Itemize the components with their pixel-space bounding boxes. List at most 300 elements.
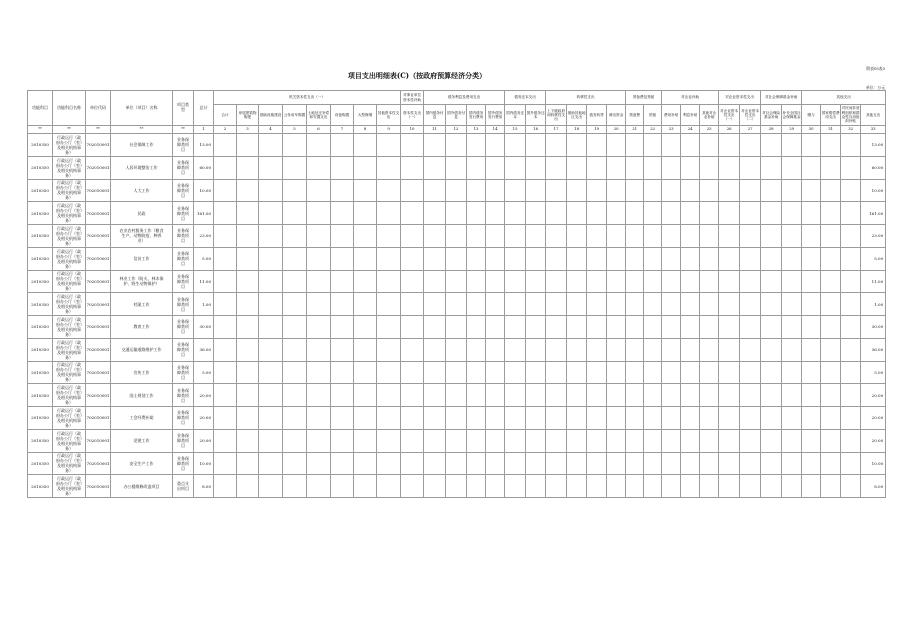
cell-amount [331, 452, 354, 475]
cell-amount [802, 361, 821, 384]
cell-total: 11.00 [194, 270, 214, 293]
cell-amount [802, 225, 821, 248]
cell-total: 5.00 [194, 247, 214, 270]
cell-unit-code: 702010001 [86, 202, 111, 225]
cell-amount [467, 429, 486, 452]
cell-amount [719, 156, 740, 179]
cell-func-code: 2010350 [28, 338, 53, 361]
cell-func-name: 行政运行（政府办公厅（室）及相关机构事务） [53, 293, 86, 316]
cell-amount [377, 270, 401, 293]
cell-amount [486, 407, 505, 430]
cell-amount [486, 452, 505, 475]
cell-func-code: 2010350 [28, 134, 53, 157]
cell-amount [467, 293, 486, 316]
cell-amount [526, 202, 546, 225]
table-row [28, 270, 886, 293]
cell-amount [377, 361, 401, 384]
cell-amount [567, 384, 587, 407]
cell-amount [526, 429, 546, 452]
cell-amount [546, 407, 567, 430]
cell-amount [782, 202, 802, 225]
cell-amount [761, 293, 782, 316]
cell-amount [681, 179, 700, 202]
cell-func-code: 2010350 [28, 384, 53, 407]
cell-amount [644, 361, 662, 384]
cell-amount [681, 316, 700, 339]
cell-amount [214, 202, 237, 225]
cell-amount [719, 247, 740, 270]
cell-amount [719, 270, 740, 293]
cell-amount [607, 179, 626, 202]
cell-project-name: 党建工作 [111, 429, 173, 452]
cell-amount [331, 338, 354, 361]
cell-amount [401, 247, 424, 270]
cell-amount [214, 407, 237, 430]
cell-amount [467, 179, 486, 202]
cell-other-expense: 11.00 [861, 270, 886, 293]
cell-amount [740, 338, 761, 361]
cell-amount [467, 338, 486, 361]
cell-amount [607, 202, 626, 225]
cell-amount [761, 338, 782, 361]
cell-amount [377, 247, 401, 270]
cell-project-name: 国土规划工作 [111, 384, 173, 407]
cell-amount [526, 407, 546, 430]
cell-amount [802, 316, 821, 339]
col-group-header: 机关资本性支出（一） [214, 91, 401, 105]
cell-total: 20.00 [194, 407, 214, 430]
cell-amount [307, 225, 331, 248]
cell-amount [700, 247, 719, 270]
cell-amount [644, 225, 662, 248]
cell-amount [740, 384, 761, 407]
cell-amount [467, 156, 486, 179]
cell-amount [740, 475, 761, 498]
cell-other-expense: 20.00 [861, 407, 886, 430]
cell-total: 30.00 [194, 316, 214, 339]
cell-amount [505, 384, 526, 407]
cell-amount [782, 134, 802, 157]
cell-project-name: 人居环境整治工作 [111, 156, 173, 179]
cell-amount [626, 179, 644, 202]
cell-amount [467, 452, 486, 475]
cell-amount [740, 361, 761, 384]
cell-amount [214, 475, 237, 498]
cell-amount [681, 407, 700, 430]
cell-amount [662, 316, 681, 339]
cell-amount [505, 407, 526, 430]
cell-func-code: 2010350 [28, 156, 53, 179]
cell-amount [486, 429, 505, 452]
cell-project-name: 宣传工作 [111, 361, 173, 384]
cell-amount [821, 475, 841, 498]
cell-func-code: 2010350 [28, 270, 53, 293]
cell-amount [740, 179, 761, 202]
cell-amount [802, 384, 821, 407]
cell-amount [761, 270, 782, 293]
column-number: 32 [841, 126, 861, 134]
cell-amount [681, 475, 700, 498]
cell-project-type: 重点支出项目 [173, 475, 194, 498]
cell-amount [681, 384, 700, 407]
cell-amount [331, 361, 354, 384]
cell-total: 20.00 [194, 384, 214, 407]
cell-amount [446, 225, 467, 248]
cell-amount [354, 407, 377, 430]
column-number: 5 [283, 126, 307, 134]
cell-func-code: 2010350 [28, 452, 53, 475]
cell-amount [283, 270, 307, 293]
cell-amount [486, 202, 505, 225]
cell-amount [283, 247, 307, 270]
column-number: 25 [700, 126, 719, 134]
cell-amount [467, 134, 486, 157]
col-header-total: 总计 [194, 91, 214, 126]
col-header: 国外债务还本 [526, 105, 546, 126]
column-number: 33 [861, 126, 886, 134]
cell-amount [331, 202, 354, 225]
col-header-unit-code: 单位代码 [86, 91, 111, 126]
cell-unit-code: 702010001 [86, 247, 111, 270]
cell-amount [259, 316, 283, 339]
col-group-header: 预备费及预留 [626, 91, 662, 105]
cell-amount [505, 134, 526, 157]
cell-amount [700, 293, 719, 316]
cell-amount [486, 270, 505, 293]
cell-func-name: 行政运行（政府办公厅（室）及相关机构事务） [53, 134, 86, 157]
cell-amount [526, 452, 546, 475]
cell-func-code: 2010350 [28, 179, 53, 202]
cell-amount [719, 338, 740, 361]
cell-amount [505, 247, 526, 270]
cell-amount [467, 247, 486, 270]
cell-amount [644, 202, 662, 225]
cell-amount [740, 316, 761, 339]
cell-amount [821, 361, 841, 384]
cell-total: 20.00 [194, 429, 214, 452]
cell-project-name: 林业工作（防火、林木保护、野生动物保护） [111, 270, 173, 293]
cell-amount [841, 293, 861, 316]
cell-amount [782, 361, 802, 384]
cell-amount [546, 384, 567, 407]
col-header: 其他支出 [861, 105, 886, 126]
cell-amount [587, 270, 607, 293]
cell-amount [526, 134, 546, 157]
table-header [28, 91, 886, 134]
table-row [28, 225, 886, 248]
cell-amount [237, 247, 259, 270]
cell-amount [401, 179, 424, 202]
cell-amount [644, 429, 662, 452]
cell-amount [644, 407, 662, 430]
cell-project-type: 业务保障类项目 [173, 452, 194, 475]
cell-other-expense: 10.00 [861, 179, 886, 202]
cell-amount [259, 475, 283, 498]
cell-amount [354, 475, 377, 498]
cell-amount [587, 134, 607, 157]
cell-amount [567, 202, 587, 225]
cell-amount [331, 270, 354, 293]
cell-other-expense: 23.00 [861, 225, 886, 248]
cell-func-name: 行政运行（政府办公厅（室）及相关机构事务） [53, 202, 86, 225]
cell-amount [662, 452, 681, 475]
cell-amount [446, 156, 467, 179]
col-header-project-name: 单位（项目）名称 [111, 91, 173, 126]
cell-amount [446, 407, 467, 430]
col-header: 土地征迁补偿和安置支出 [307, 105, 331, 126]
cell-amount [546, 361, 567, 384]
col-group-header: 对社会保障基金补助 [761, 91, 802, 105]
cell-amount [446, 316, 467, 339]
table-row [28, 247, 886, 270]
cell-amount [377, 384, 401, 407]
cell-amount [644, 293, 662, 316]
cell-amount [446, 202, 467, 225]
cell-amount [259, 452, 283, 475]
cell-amount [377, 156, 401, 179]
cell-amount [377, 316, 401, 339]
cell-amount [237, 134, 259, 157]
cell-amount [505, 179, 526, 202]
cell-amount [782, 407, 802, 430]
cell-amount [486, 247, 505, 270]
cell-amount [626, 384, 644, 407]
cell-func-name: 行政运行（政府办公厅（室）及相关机构事务） [53, 338, 86, 361]
cell-func-name: 行政运行（政府办公厅（室）及相关机构事务） [53, 270, 86, 293]
cell-amount [446, 361, 467, 384]
column-number: 14 [486, 126, 505, 134]
cell-amount [354, 338, 377, 361]
cell-amount [821, 179, 841, 202]
cell-amount [626, 293, 644, 316]
cell-amount [214, 316, 237, 339]
cell-amount [700, 225, 719, 248]
cell-amount [214, 452, 237, 475]
cell-amount [237, 338, 259, 361]
cell-amount [567, 293, 587, 316]
col-header-func-code: 功能科目 [28, 91, 53, 126]
column-number: 13 [467, 126, 486, 134]
cell-amount [567, 407, 587, 430]
cell-other-expense: 13.00 [861, 134, 886, 157]
cell-amount [486, 225, 505, 248]
cell-func-code: 2010350 [28, 429, 53, 452]
cell-func-code: 2010350 [28, 407, 53, 430]
cell-amount [377, 225, 401, 248]
cell-total: 8.00 [194, 475, 214, 498]
cell-amount [761, 384, 782, 407]
cell-amount [331, 384, 354, 407]
cell-amount [214, 134, 237, 157]
cell-total: 161.00 [194, 202, 214, 225]
cell-func-name: 行政运行（政府办公厅（室）及相关机构事务） [53, 475, 86, 498]
cell-amount [283, 202, 307, 225]
table-row [28, 452, 886, 475]
cell-amount [214, 247, 237, 270]
cell-amount [700, 475, 719, 498]
cell-amount [841, 452, 861, 475]
cell-other-expense: 30.00 [861, 316, 886, 339]
cell-amount [546, 316, 567, 339]
cell-project-type: 业务保障类项目 [173, 134, 194, 157]
cell-amount [782, 452, 802, 475]
cell-amount [307, 202, 331, 225]
cell-project-type: 业务保障类项目 [173, 202, 194, 225]
cell-func-code: 2010350 [28, 293, 53, 316]
cell-amount [662, 429, 681, 452]
cell-amount [377, 202, 401, 225]
cell-amount [446, 134, 467, 157]
cell-amount [307, 293, 331, 316]
cell-amount [567, 247, 587, 270]
cell-amount [307, 475, 331, 498]
cell-amount [331, 407, 354, 430]
cell-func-name: 行政运行（政府办公厅（室）及相关机构事务） [53, 407, 86, 430]
col-header: 对企业资本性支出（二） [740, 105, 761, 126]
cell-amount [587, 407, 607, 430]
cell-amount [626, 247, 644, 270]
table-row [28, 316, 886, 339]
cell-amount [467, 202, 486, 225]
cell-func-name: 行政运行（政府办公厅（室）及相关机构事务） [53, 361, 86, 384]
cell-unit-code: 702010001 [86, 134, 111, 157]
cell-amount [626, 475, 644, 498]
cell-amount [307, 361, 331, 384]
cell-amount [307, 179, 331, 202]
cell-func-code: 2010350 [28, 475, 53, 498]
cell-amount [259, 156, 283, 179]
cell-amount [237, 316, 259, 339]
cell-amount [526, 270, 546, 293]
cell-total: 10.00 [194, 452, 214, 475]
cell-amount [782, 384, 802, 407]
cell-amount [607, 384, 626, 407]
cell-amount [237, 270, 259, 293]
col-header: 国外债务发行费用 [486, 105, 505, 126]
cell-amount [259, 338, 283, 361]
cell-amount [283, 361, 307, 384]
cell-amount [841, 134, 861, 157]
cell-unit-code: 702010001 [86, 225, 111, 248]
col-header: 国内债务付息 [424, 105, 446, 126]
cell-other-expense: 20.00 [861, 384, 886, 407]
col-header: 国内债务还本 [505, 105, 526, 126]
cell-amount [331, 179, 354, 202]
cell-amount [802, 429, 821, 452]
col-header: 对企业资本性支出（一） [719, 105, 740, 126]
column-number: 20 [607, 126, 626, 134]
cell-amount [587, 338, 607, 361]
cell-amount [486, 338, 505, 361]
cell-amount [681, 361, 700, 384]
cell-amount [307, 316, 331, 339]
cell-amount [424, 361, 446, 384]
cell-amount [354, 452, 377, 475]
cell-project-type: 业务保障类项目 [173, 407, 194, 430]
header-row-groups [28, 91, 886, 105]
cell-func-code: 2010350 [28, 316, 53, 339]
cell-amount [607, 270, 626, 293]
cell-amount [740, 452, 761, 475]
cell-amount [802, 179, 821, 202]
cell-amount [761, 134, 782, 157]
cell-amount [486, 475, 505, 498]
cell-amount [401, 270, 424, 293]
cell-amount [505, 429, 526, 452]
cell-amount [626, 316, 644, 339]
cell-amount [802, 270, 821, 293]
cell-amount [802, 156, 821, 179]
cell-amount [626, 270, 644, 293]
cell-unit-code: 702010001 [86, 452, 111, 475]
cell-amount [761, 179, 782, 202]
table-row [28, 384, 886, 407]
col-group-header: 转移性支出 [546, 91, 626, 105]
cell-amount [841, 316, 861, 339]
cell-other-expense: 10.00 [861, 452, 886, 475]
cell-amount [237, 475, 259, 498]
col-group-header: 债务利息及费用支出 [424, 91, 505, 105]
column-number: 24 [681, 126, 700, 134]
cell-amount [802, 134, 821, 157]
cell-amount [587, 361, 607, 384]
column-number: 19 [587, 126, 607, 134]
cell-func-code: 2010350 [28, 202, 53, 225]
cell-amount [283, 407, 307, 430]
cell-other-expense: 36.00 [861, 338, 886, 361]
cell-amount [802, 338, 821, 361]
column-number: 26 [719, 126, 740, 134]
cell-amount [719, 225, 740, 248]
cell-amount [401, 156, 424, 179]
cell-project-name: 教育工作 [111, 316, 173, 339]
cell-func-code: 2010350 [28, 225, 53, 248]
cell-amount [782, 293, 802, 316]
cell-amount [214, 179, 237, 202]
cell-amount [505, 338, 526, 361]
cell-amount [644, 134, 662, 157]
cell-amount [467, 475, 486, 498]
col-header-project-type: 项目类型 [173, 91, 194, 126]
cell-amount [259, 247, 283, 270]
cell-amount [526, 179, 546, 202]
column-number: 12 [446, 126, 467, 134]
cell-amount [782, 156, 802, 179]
cell-unit-code: 702010001 [86, 475, 111, 498]
cell-amount [626, 202, 644, 225]
cell-amount [237, 179, 259, 202]
cell-amount [446, 338, 467, 361]
cell-amount [782, 316, 802, 339]
table-row [28, 361, 886, 384]
cell-amount [821, 452, 841, 475]
cell-amount [700, 429, 719, 452]
cell-amount [700, 407, 719, 430]
cell-amount [761, 429, 782, 452]
cell-amount [662, 293, 681, 316]
col-header: 上下级政府间转移性支出 [546, 105, 567, 126]
cell-project-name: 社会保障工作 [111, 134, 173, 157]
cell-amount [467, 316, 486, 339]
cell-amount [259, 225, 283, 248]
cell-amount [505, 270, 526, 293]
cell-amount [782, 429, 802, 452]
cell-amount [821, 156, 841, 179]
cell-amount [607, 452, 626, 475]
cell-amount [740, 429, 761, 452]
cell-amount [700, 384, 719, 407]
cell-amount [841, 475, 861, 498]
